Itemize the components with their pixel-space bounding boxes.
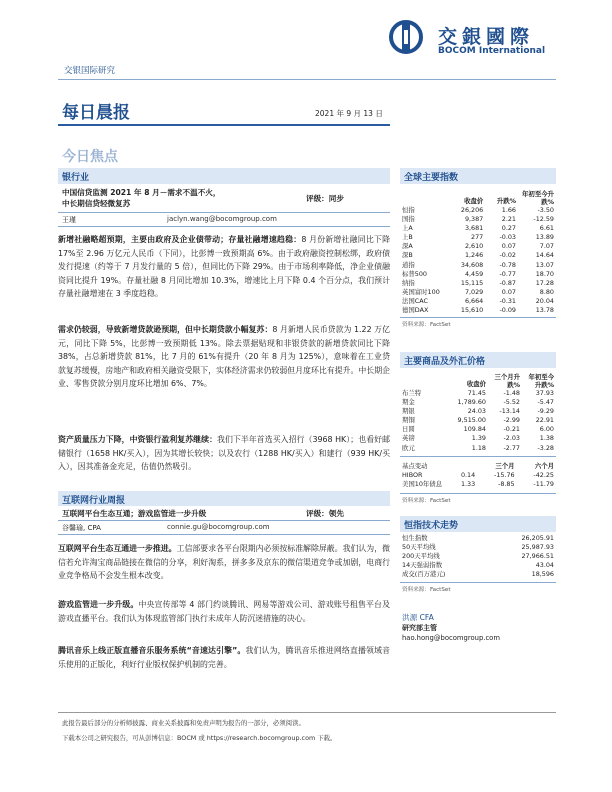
rate-3m: -15.76: [493, 471, 515, 480]
hsi-source: 资料来源：FactSet: [402, 587, 451, 593]
internet-paragraph-2: [58, 598, 390, 625]
index-name: 英国富时100: [402, 287, 440, 296]
commodities-col-3m: 三个月升跌%: [494, 373, 520, 389]
index-change: 1.66: [501, 206, 516, 214]
index-ytd: -3.50: [537, 206, 554, 214]
commodity-row: [400, 434, 556, 443]
index-ytd: 13.78: [535, 306, 554, 315]
index-row: [400, 242, 556, 251]
commodity-3m: -5.52: [503, 398, 520, 407]
index-row: [400, 270, 556, 279]
commodity-row: [400, 425, 556, 434]
internet-paragraph-3-text: 我们认为，腾讯音乐推进网络直播领域音乐使用的正版化，利好行业版权保护机制的完善。: [58, 646, 390, 669]
commodity-row: [400, 444, 556, 453]
bank-paragraph-2-text: 8 月新增人民币贷款为 1.22 万亿元，同比下降 5%，比彭博一致预期低 13%。除去票据贴现和非银贷款的新增贷款同比下降 38%，占总新增贷款 81%，比 7 月的 61%有提升（20 年 8 月为 125%），意味着在工业贷款复苏缓慢，房地产和政府相关融资受限下，实体经济需求仍较弱但月度环比有提升。中长期企业、零售贷款分别月度环比增加 6%、7%。: [58, 325, 390, 389]
commodity-3m: -1.48: [503, 389, 520, 397]
analyst-name: 洪源 CFA: [402, 613, 434, 622]
commodity-name: 期铜: [402, 416, 415, 425]
commodity-ytd: 37.93: [535, 389, 554, 397]
index-name: 法国CAC: [402, 296, 428, 305]
commodities-mid-rule: [400, 456, 556, 457]
index-name: 上A: [402, 224, 413, 233]
commodity-row: [400, 398, 556, 407]
bank-paragraph-3-lead: 资产质量压力下降，中资银行盈利复苏继续：: [58, 435, 218, 444]
index-ytd: 8.80: [539, 287, 554, 296]
index-name: 国指: [402, 215, 415, 224]
bank-author-email[interactable]: jaclyn.wang@bocomgroup.com: [167, 215, 277, 223]
internet-paragraph-2-lead: 游戏监管进一步升级。: [58, 600, 139, 609]
bank-rating: 评级：同步: [306, 194, 344, 203]
commodity-name: 期金: [402, 398, 415, 407]
commodity-row: [400, 389, 556, 398]
commodity-3m: -13.14: [499, 407, 520, 416]
index-name: 德国DAX: [402, 306, 429, 315]
internet-headline: 互联网平台生态互通；游戏监管进一步升级: [62, 509, 207, 518]
commodity-close: 9,515.00: [457, 416, 486, 425]
rates-header-row: [400, 462, 556, 471]
rates-col-label: 基点变动: [402, 462, 428, 470]
rate-name: HIBOR: [402, 471, 423, 480]
footer-disclaimer: 此报告最后部分的分析师披露、商业关系披露和免责声明为报告的一部分，必须阅读。: [62, 719, 305, 727]
internet-paragraph-3: [58, 644, 390, 671]
hsi-title: 恒指技术走势: [400, 516, 556, 532]
index-ytd: 13.89: [535, 233, 554, 242]
bocom-logo-icon: [389, 20, 423, 54]
commodity-name: 布兰特: [402, 389, 422, 397]
hsi-row: [400, 543, 556, 552]
bank-paragraph-2: [58, 323, 390, 391]
rates-col-3m: 三个月: [495, 462, 515, 470]
index-name: 道指: [402, 260, 415, 269]
page-title: 每日晨报: [62, 103, 130, 123]
index-change: -0.09: [499, 306, 516, 315]
index-close: 26,206: [460, 206, 484, 214]
index-ytd: 6.61: [539, 224, 554, 233]
commodity-close: 1,789.60: [457, 398, 486, 407]
index-change: 2.21: [501, 215, 516, 224]
commodities-col-close: 收盘价: [466, 379, 486, 388]
rate-value: 1.33: [460, 480, 476, 489]
bank-author-rule: [58, 226, 390, 227]
commodities-col-ytd: 年初至今升跌%: [528, 373, 554, 389]
index-close: 4,459: [464, 269, 484, 278]
rate-name: 美国10年债息: [402, 480, 443, 489]
index-close: 9,387: [464, 215, 484, 224]
hsi-label: 200天平均线: [402, 552, 440, 561]
commodity-name: 日圆: [402, 425, 415, 434]
index-name: 纳指: [402, 278, 415, 287]
hsi-value: 43.04: [535, 561, 554, 570]
hsi-table: [400, 534, 556, 579]
bank-paragraph-3-text: 我们下半年首选买入招行（3968 HK）；也看好邮储银行（1658 HK/买入），因为其增长较快；以及农行（1288 HK/买入）和建行（939 HK/买入），因其准备金充足，估值仍然吸引。: [58, 435, 390, 472]
index-change: -0.78: [499, 260, 516, 269]
index-ytd: -12.59: [533, 215, 554, 224]
hsi-row: [400, 534, 556, 543]
index-row: [400, 224, 556, 233]
index-row: [400, 251, 556, 260]
commodity-ytd: 6.00: [539, 425, 554, 434]
brand-name-en: BOCOM International: [438, 46, 546, 56]
index-row: [400, 261, 556, 270]
bank-paragraph-3: [58, 433, 390, 474]
index-close: 2,610: [464, 242, 484, 251]
index-close: 7,029: [464, 287, 484, 296]
hsi-label: 50天平均线: [402, 543, 436, 552]
index-row: [400, 288, 556, 297]
analyst-email[interactable]: hao.hong@bocomgroup.com: [402, 634, 500, 642]
index-row: [400, 206, 556, 215]
indices-title: 全球主要指数: [400, 168, 556, 184]
title-rule: [58, 124, 390, 126]
index-close: 277: [471, 233, 484, 242]
internet-author-email[interactable]: connie.gu@bocomgroup.com: [167, 523, 270, 531]
bank-paragraph-1: [58, 233, 390, 301]
bank-headline-line1: 中国信贷监测 2021 年 8 月－需求不温不火，: [62, 188, 221, 197]
brand-name-cn: 交銀國際: [438, 26, 535, 48]
top-rule: [58, 79, 556, 80]
indices-col-change: 升跌%: [496, 196, 516, 205]
commodity-3m: -2.99: [503, 416, 520, 425]
bank-paragraph-1-lead: 新增社融略超预期，主要由政府及企业债带动；存量社融增速趋稳：: [58, 235, 302, 244]
index-close: 15,610: [460, 306, 484, 315]
bank-paragraph-1-text: 8 月份新增社融同比下降 17%至 2.96 万亿元人民币（下同），比彭博一致预期高 6%。由于政府融资控制松绑，政府债发行提速（约等于 7 月发行量的 5 倍），但同比仍下降 29%。由于市场利率降低，净企业债融资同比提升 19%。存量社融 8 月同比增加 10.3%，增速比上月下降 0.4 个百分点，我们预计存量社融增速在 3 季度趋稳。: [58, 235, 390, 299]
internet-category: 互联网行业周报: [58, 491, 390, 506]
commodities-source: 资料来源：FactSet: [402, 498, 451, 504]
rate-6m: -11.79: [533, 480, 554, 489]
rate-value: 0.14: [460, 471, 476, 480]
section-title: 今日焦点: [62, 149, 118, 165]
index-row: [400, 233, 556, 242]
index-ytd: 20.04: [535, 296, 554, 305]
rates-col-6m: 六个月: [534, 462, 554, 470]
commodities-title: 主要商品及外汇价格: [400, 352, 556, 368]
internet-paragraph-1-text: 工信部要求各平台限期内必须按标准解除屏蔽。我们认为，微信若允许淘宝商品链接在微信的分享，利好淘系，拼多多及京东的微信渠道竞争或加剧，电商行业竞争格局不会发生根本改变。: [58, 544, 390, 581]
internet-paragraph-1: [58, 542, 390, 583]
index-change: -0.87: [499, 278, 516, 287]
internet-paragraph-3-lead: 腾讯音乐上线正版直播音乐服务系统“音速达引擎”。: [58, 646, 246, 655]
index-name: 标普500: [402, 269, 427, 278]
index-name: 深A: [402, 242, 413, 251]
bank-headline-line2: 中长期信贷轻微复苏: [62, 199, 131, 208]
commodity-ytd: -3.28: [537, 443, 554, 452]
rate-3m: -8.85: [498, 480, 515, 489]
index-ytd: 7.07: [539, 242, 554, 251]
rate-row: [400, 471, 556, 480]
index-close: 1,246: [464, 251, 484, 260]
commodities-table: [400, 369, 556, 453]
hsi-label: 恒生指数: [402, 534, 428, 542]
indices-table: [400, 186, 556, 315]
commodity-3m: -2.03: [503, 434, 520, 443]
index-change: -0.31: [499, 296, 516, 305]
commodity-name: 英镑: [402, 434, 415, 443]
bank-author-name: 王瑾: [62, 216, 76, 224]
internet-rating: 评级：领先: [306, 509, 344, 518]
internet-author-name: 谷馨瑜, CPA: [62, 524, 101, 532]
index-name: 上B: [402, 233, 413, 242]
hsi-row: [400, 561, 556, 570]
index-change: -0.02: [499, 251, 516, 260]
indices-col-ytd: 年初至今升跌%: [522, 190, 554, 206]
commodity-close: 71.45: [467, 389, 486, 397]
report-date: 2021 年 9 月 13 日: [315, 109, 383, 118]
commodity-close: 24.03: [467, 407, 486, 416]
research-label: 交银国际研究: [64, 66, 116, 76]
commodity-ytd: 22.91: [535, 416, 554, 425]
index-name: 恒指: [402, 206, 415, 214]
commodities-bottom-rule: [400, 493, 556, 494]
rates-table: [400, 462, 556, 489]
index-ytd: 18.70: [535, 269, 554, 278]
bank-category: 银行业: [58, 168, 390, 184]
indices-header-row: [400, 186, 556, 206]
indices-source: 资料来源：FactSet: [402, 322, 451, 328]
commodity-close: 1.39: [471, 434, 486, 443]
internet-headline-rule: [58, 520, 390, 521]
commodity-3m: -2.77: [503, 443, 520, 452]
commodity-close: 1.18: [471, 443, 486, 452]
index-change: -0.77: [499, 269, 516, 278]
hsi-value: 26,205.91: [521, 534, 554, 542]
index-row: [400, 215, 556, 224]
indices-bottom-rule: [400, 317, 556, 318]
index-change: 0.27: [501, 224, 516, 233]
rate-row: [400, 480, 556, 489]
commodity-row: [400, 416, 556, 425]
index-row: [400, 297, 556, 306]
commodity-3m: -0.21: [503, 425, 520, 434]
internet-paragraph-2-text: 中央宣传部等 4 部门约谈腾讯、网易等游戏公司、游戏账号租售平台及游戏直播平台。我们认为体现监管部门执行未成年人防沉迷措施的决心。: [58, 600, 390, 623]
commodities-header-row: [400, 369, 556, 389]
footer-rule: [58, 712, 556, 713]
index-ytd: 17.28: [535, 278, 554, 287]
index-row: [400, 279, 556, 288]
internet-paragraph-1-lead: 互联网平台生态互通进一步推进。: [58, 544, 177, 553]
index-close: 3,681: [464, 224, 484, 233]
commodity-ytd: -5.47: [537, 398, 554, 407]
index-change: 0.07: [501, 242, 516, 251]
index-close: 15,115: [460, 278, 484, 287]
commodity-ytd: 1.38: [539, 434, 554, 443]
index-name: 深B: [402, 251, 413, 260]
hsi-label: 14天强弱指数: [402, 561, 443, 570]
commodity-ytd: -9.29: [537, 407, 554, 416]
footer-download-note: 下载本公司之研究报告，可从彭博信息：BOCM 或 https://research.bocomgroup.com 下载。: [62, 734, 337, 742]
index-ytd: 14.64: [535, 251, 554, 260]
internet-author-rule: [58, 534, 390, 535]
hsi-value: 25,987.93: [521, 543, 554, 552]
hsi-bottom-rule: [400, 582, 556, 583]
hsi-label: 成交(百万港元): [402, 570, 446, 579]
indices-col-close: 收盘价: [464, 196, 484, 205]
hsi-row: [400, 552, 556, 561]
hsi-value: 27,966.51: [521, 552, 554, 561]
commodity-row: [400, 407, 556, 416]
index-change: 0.07: [501, 287, 516, 296]
rate-6m: -42.25: [533, 471, 554, 480]
hsi-row: [400, 570, 556, 579]
index-ytd: 13.07: [535, 260, 554, 269]
bank-headline-rule: [58, 212, 390, 213]
commodity-name: 期银: [402, 407, 415, 416]
index-row: [400, 306, 556, 315]
bank-paragraph-2-lead: 需求仍较弱，导致新增贷款逊预期，但中长期贷款小幅复苏：: [58, 325, 273, 334]
analyst-title: 研究部主管: [402, 624, 437, 632]
hsi-value: 18,596: [531, 570, 554, 579]
index-change: -0.03: [499, 233, 516, 242]
commodity-name: 欧元: [402, 443, 415, 452]
index-close: 6,664: [464, 296, 484, 305]
bank-headline: [62, 187, 221, 209]
index-close: 34,608: [460, 260, 484, 269]
commodity-close: 109.84: [463, 425, 486, 434]
